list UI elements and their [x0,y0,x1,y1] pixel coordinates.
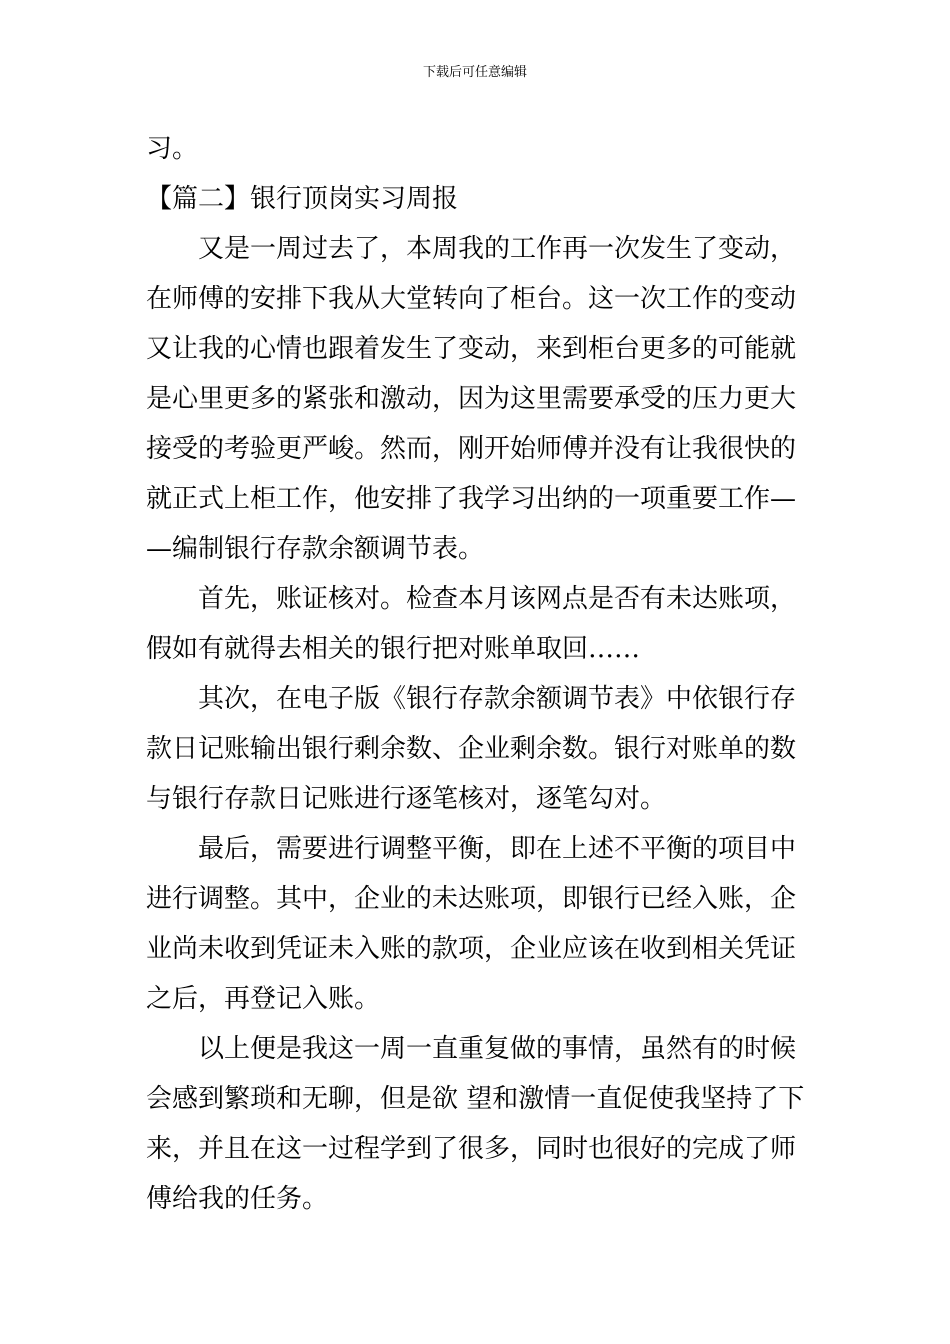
text-line: 与银行存款日记账进行逐笔核对，逐笔勾对。 [146,784,667,814]
text-line: 就正式上柜工作，他安排了我学习出纳的一项重要工作— [146,484,797,514]
paragraph-start: 最后，需要进行调整平衡，即在上述不平衡的项目中 [198,834,797,864]
text-line: 又让我的心情也跟着发生了变动，来到柜台更多的可能就 [146,334,797,364]
page-header: 下载后可任意编辑 [422,65,527,80]
text-line: 来，并且在这一过程学到了很多，同时也很好的完成了师 [146,1134,797,1164]
text-line: 是心里更多的紧张和激动，因为这里需要承受的压力更大 [146,384,797,414]
text-line: 业尚未收到凭证未入账的款项，企业应该在收到相关凭证 [146,934,797,964]
paragraph-start: 其次，在电子版《银行存款余额调节表》中依银行存 [198,684,797,714]
text-line: 进行调整。其中，企业的未达账项，即银行已经入账，企 [146,884,797,914]
text-line: 傅给我的任务。 [146,1184,329,1214]
paragraph-start: 首先，账证核对。检查本月该网点是否有未达账项， [198,584,797,614]
text-line: —编制银行存款余额调节表。 [146,534,485,564]
document-body [146,124,806,1224]
text-line: 接受的考验更严峻。然而，刚开始师傅并没有让我很快的 [146,434,797,464]
text-line: 假如有就得去相关的银行把对账单取回…… [146,634,641,664]
text-line: 之后，再登记入账。 [146,984,381,1014]
paragraph-start: 又是一周过去了，本周我的工作再一次发生了变动， [198,234,797,264]
text-line: 在师傅的安排下我从大堂转向了柜台。这一次工作的变动 [146,284,797,314]
text-line: 款日记账输出银行剩余数、企业剩余数。银行对账单的数 [146,734,797,764]
text-line: 会感到繁琐和无聊，但是欲 望和激情一直促使我坚持了下 [146,1084,805,1114]
section-title: 【篇二】银行顶岗实习周报 [146,184,459,214]
paragraph-start: 以上便是我这一周一直重复做的事情，虽然有的时候 [198,1034,797,1064]
text-line: 习。 [146,134,199,164]
